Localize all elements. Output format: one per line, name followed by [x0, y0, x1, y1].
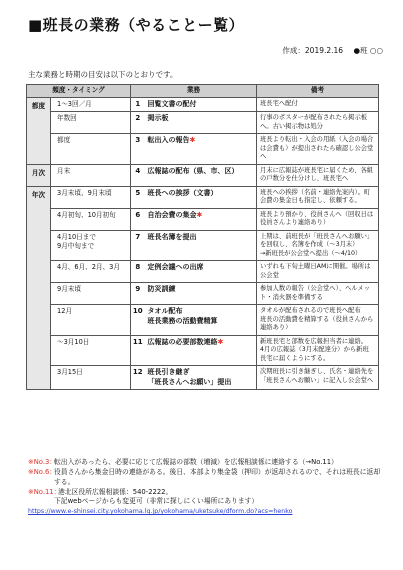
frequency-cell: 1〜3回／月: [51, 98, 131, 112]
table-row: [27, 305, 379, 336]
table-row: [27, 230, 379, 261]
task-number: 2: [131, 112, 145, 134]
page-title: ■班長の業務（やることー覧）: [28, 16, 245, 34]
task-label: 転出入の報告: [147, 136, 190, 145]
frequency-cell: 12月: [51, 305, 131, 336]
task-number: 6: [131, 208, 145, 230]
frequency-cell: 3月末頃、9月末頃: [51, 186, 131, 208]
frequency-cell: 4月10日まで 9月中旬まで: [51, 230, 131, 261]
note-cell: 班長より転出・入会の用紙（入会の場合は会費も）が提出されたら確認し公会堂へ: [257, 134, 379, 165]
task-cell: [145, 98, 257, 112]
task-number: 9: [131, 283, 145, 305]
table-row: [27, 261, 379, 283]
asterisk-icon: ✱: [196, 210, 203, 219]
note-cell: 行事のポスターが配布されたら掲示板へ。古い掲示物は処分: [257, 112, 379, 134]
task-cell: [145, 208, 257, 230]
frequency-cell: 都度: [51, 134, 131, 165]
task-number: 8: [131, 261, 145, 283]
category-cell: 月次: [27, 164, 51, 186]
task-cell: [145, 164, 257, 186]
note-cell: 参加人数の報告（公会堂へ）、ヘルメット・消火器を準備する: [257, 283, 379, 305]
note-cell: タオルが配布されるので班長へ配布 班長の活動費を精算する（役員さんから連絡あり）: [257, 305, 379, 336]
task-number: 10: [131, 305, 145, 336]
frequency-cell: 9月末頃: [51, 283, 131, 305]
document-meta: [274, 45, 383, 56]
table-row: [27, 98, 379, 112]
note-6: [28, 468, 383, 488]
note-3-label: ※No.3：: [28, 458, 57, 466]
task-cell: [145, 230, 257, 261]
task-label: 定例会議への出席: [147, 263, 204, 272]
task-label: タオル配布 班長業務の活動費精算: [147, 307, 218, 325]
frequency-cell: 4月、6月、2月、3月: [51, 261, 131, 283]
note-cell: 班長への挨拶（名前・連絡先案内）。町会費の集金日も指定し、依頼する。: [257, 186, 379, 208]
task-cell: [145, 305, 257, 336]
note-cell: 班長宅へ配付: [257, 98, 379, 112]
note-cell: 上期は、前班長が「班長さんへお願い」を回収し、名簿を作成（〜3月末） →新班長が公会堂へ提出（〜4/10）: [257, 230, 379, 261]
task-number: 7: [131, 230, 145, 261]
note-3-text: 転出入があったら、必要に応じて広報誌の部数（増減）を広報相談係に連絡する（→No.11）: [54, 458, 338, 466]
category-cell: 年次: [27, 186, 51, 389]
task-cell: [145, 134, 257, 165]
note-11-subtext: 下記webページからも変更可（非常に探しにくい場所にあります）: [54, 497, 259, 506]
category-cell: 都度: [27, 98, 51, 165]
task-label: 班長引き継ぎ 「班長さんへお願い」提出: [147, 368, 232, 386]
task-number: 4: [131, 164, 145, 186]
frequency-cell: 3月15日: [51, 366, 131, 390]
header-note: 備考: [257, 85, 379, 98]
note-11-label: ※No.11：: [28, 487, 61, 496]
note-3: [28, 458, 383, 468]
asterisk-icon: ✱: [189, 136, 196, 145]
frequency-cell: 年数回: [51, 112, 131, 134]
task-cell: [145, 112, 257, 134]
table-row: [27, 335, 379, 366]
note-6-label: ※No.6：: [28, 467, 57, 476]
task-label: 防災訓練: [147, 285, 176, 294]
table-body: [27, 98, 379, 390]
table-row: [27, 134, 379, 165]
note-cell: 次期班長に引き継ぎし、氏名・連絡先を「班長さんへお願い」に記入し公会堂へ: [257, 366, 379, 390]
task-label: 広報誌の配布（県、市、区）: [147, 166, 239, 175]
task-cell: [145, 186, 257, 208]
task-number: 1: [131, 98, 145, 112]
note-cell: 班長より預かり、役員さんへ（回収日は役員さんより連絡あり）: [257, 208, 379, 230]
frequency-cell: 4月初旬、10月初旬: [51, 208, 131, 230]
note-11: [28, 488, 383, 498]
note-cell: いずれも下旬土曜日AMに開催。場所は公会堂: [257, 261, 379, 283]
intro-text: 主な業務と時期の目安は以下のとおりです。: [28, 70, 178, 79]
table-header-row: [27, 85, 379, 98]
note-11-text: 港北区役所広報相談係：540-2222。: [58, 487, 173, 496]
task-label: 自治会費の集金: [147, 210, 197, 219]
task-label: 班長への挨拶（文書）: [147, 188, 218, 197]
task-number: 3: [131, 134, 145, 165]
frequency-cell: 〜3月10日: [51, 335, 131, 366]
table-row: [27, 164, 379, 186]
task-label: 広報誌の必要部数連絡: [147, 337, 218, 346]
table-row: [27, 112, 379, 134]
change-request-link[interactable]: https://www.e-shinsei.city.yokohama.lg.jp/yokohama/uketsuke/dform.do?acs=henko: [28, 508, 293, 516]
header-task: 業務: [131, 85, 257, 98]
note-6-text: 役員さんから集金日時の連絡がある。後日、本部より集金袋（押印）が返却されるので、それは班長に返却する。: [54, 467, 381, 486]
created-date: 作成：2019.2.16: [282, 46, 344, 55]
table-row: [27, 208, 379, 230]
task-cell: [145, 261, 257, 283]
task-label: 掲示板: [147, 114, 169, 123]
task-cell: [145, 283, 257, 305]
task-number: 12: [131, 366, 145, 390]
table-row: [27, 366, 379, 390]
task-number: 5: [131, 186, 145, 208]
asterisk-icon: ✱: [217, 337, 224, 346]
footnotes: [28, 458, 383, 516]
note-cell: 月末に広報誌が班長宅に届くため、各組の戸数分を仕分けし、班長宅へ: [257, 164, 379, 186]
task-cell: [145, 335, 257, 366]
task-cell: [145, 366, 257, 390]
task-label: 班長名簿を提出: [147, 232, 197, 241]
table-row: [27, 283, 379, 305]
task-label: 回覧文書の配付: [147, 100, 197, 108]
team-label: ●班 ○○: [353, 46, 383, 55]
note-cell: 新班長宅と部数を広報担当者に連絡。 4月の広報誌（3月末配達分）から新班長宅に届くようにする。: [257, 335, 379, 366]
duty-table: [26, 84, 379, 390]
table-row: [27, 186, 379, 208]
task-number: 11: [131, 335, 145, 366]
header-frequency: 頻度・タイミング: [27, 85, 131, 98]
frequency-cell: 月末: [51, 164, 131, 186]
